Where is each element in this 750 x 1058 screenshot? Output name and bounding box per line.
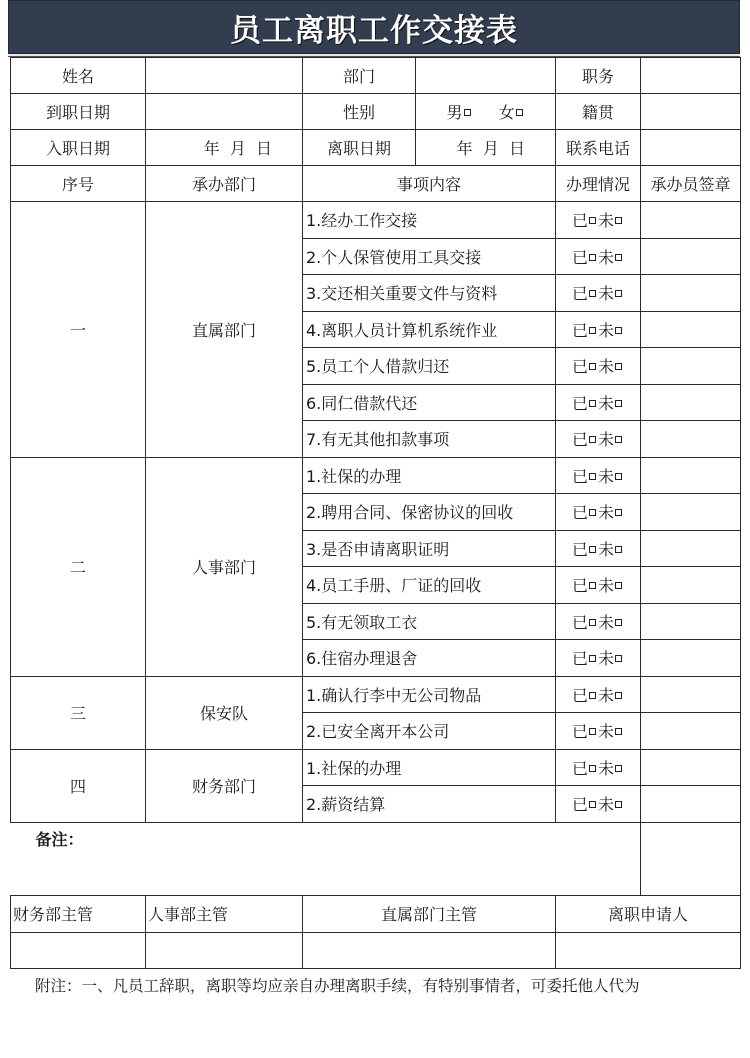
task-status xyxy=(556,494,641,531)
task-status xyxy=(556,275,641,312)
status-done-checkbox[interactable] xyxy=(589,217,596,224)
task-content: 1.确认行李中无公司物品 xyxy=(303,676,556,713)
task-signature[interactable] xyxy=(641,238,741,275)
status-done-label: 已 xyxy=(571,284,588,304)
status-not-done-checkbox[interactable] xyxy=(615,582,622,589)
task-content: 3.交还相关重要文件与资料 xyxy=(303,275,556,312)
status-done-label: 已 xyxy=(571,649,588,669)
status-done-label: 已 xyxy=(571,466,588,486)
status-not-done-checkbox[interactable] xyxy=(615,728,622,735)
sig-label-direct-manager: 直属部门主管 xyxy=(303,895,556,932)
group-number: 一 xyxy=(11,202,146,458)
status-done-label: 已 xyxy=(571,722,588,742)
status-not-done-checkbox[interactable] xyxy=(615,217,622,224)
task-signature[interactable] xyxy=(641,384,741,421)
status-not-done-label: 未 xyxy=(598,466,615,486)
status-done-checkbox[interactable] xyxy=(589,509,596,516)
status-not-done-label: 未 xyxy=(598,503,615,523)
group-department: 直属部门 xyxy=(146,202,303,458)
task-status xyxy=(556,457,641,494)
status-done-label: 已 xyxy=(571,758,588,778)
task-row xyxy=(11,202,741,239)
sig-field-applicant[interactable] xyxy=(556,932,741,968)
col-header-status: 办理情况 xyxy=(556,166,641,202)
label-leave-date: 离职日期 xyxy=(303,130,416,166)
task-status xyxy=(556,384,641,421)
footnote: 附注：一、凡员工辞职，离职等均应亲自办理离职手续，有特别事情者，可委托他人代为 xyxy=(35,977,640,995)
sig-field-direct-manager[interactable] xyxy=(303,932,556,968)
group-number: 四 xyxy=(11,749,146,822)
task-signature[interactable] xyxy=(641,603,741,640)
task-content: 6.同仁借款代还 xyxy=(303,384,556,421)
col-header-signature: 承办员签章 xyxy=(641,166,741,202)
group-department: 财务部门 xyxy=(146,749,303,822)
status-done-label: 已 xyxy=(571,320,588,340)
col-header-no: 序号 xyxy=(11,166,146,202)
task-status xyxy=(556,640,641,677)
task-content: 4.离职人员计算机系统作业 xyxy=(303,311,556,348)
info-row-name xyxy=(11,58,741,94)
label-name: 姓名 xyxy=(11,58,146,94)
status-not-done-checkbox[interactable] xyxy=(615,327,622,334)
status-not-done-checkbox[interactable] xyxy=(615,619,622,626)
status-not-done-checkbox[interactable] xyxy=(615,400,622,407)
status-done-checkbox[interactable] xyxy=(589,290,596,297)
status-not-done-label: 未 xyxy=(598,393,615,413)
status-done-label: 已 xyxy=(571,576,588,596)
task-signature[interactable] xyxy=(641,457,741,494)
sig-label-applicant: 离职申请人 xyxy=(556,895,741,932)
status-not-done-label: 未 xyxy=(598,247,615,267)
task-status xyxy=(556,530,641,567)
sig-field-finance[interactable] xyxy=(11,932,146,968)
status-not-done-checkbox[interactable] xyxy=(615,473,622,480)
status-not-done-label: 未 xyxy=(598,795,615,815)
status-not-done-label: 未 xyxy=(598,320,615,340)
status-done-checkbox[interactable] xyxy=(589,327,596,334)
page-title: 员工离职工作交接表 xyxy=(230,12,518,49)
status-not-done-checkbox[interactable] xyxy=(615,363,622,370)
status-not-done-label: 未 xyxy=(598,284,615,304)
remarks-row xyxy=(11,822,741,895)
task-status xyxy=(556,567,641,604)
task-content: 2.聘用合同、保密协议的回收 xyxy=(303,494,556,531)
task-status xyxy=(556,676,641,713)
task-content: 5.员工个人借款归还 xyxy=(303,348,556,385)
col-header-dept: 承办部门 xyxy=(146,166,303,202)
status-not-done-label: 未 xyxy=(598,758,615,778)
status-not-done-label: 未 xyxy=(598,357,615,377)
status-done-checkbox[interactable] xyxy=(589,473,596,480)
label-department: 部门 xyxy=(303,58,416,94)
task-signature[interactable] xyxy=(641,676,741,713)
handover-form-table xyxy=(10,57,741,969)
status-done-checkbox[interactable] xyxy=(589,582,596,589)
task-content: 1.社保的办理 xyxy=(303,457,556,494)
status-done-label: 已 xyxy=(571,795,588,815)
task-status xyxy=(556,348,641,385)
task-status xyxy=(556,311,641,348)
label-phone: 联系电话 xyxy=(556,130,641,166)
task-signature[interactable] xyxy=(641,202,741,239)
status-not-done-label: 未 xyxy=(598,685,615,705)
task-signature[interactable] xyxy=(641,749,741,786)
task-row xyxy=(11,749,741,786)
status-done-checkbox[interactable] xyxy=(589,765,596,772)
task-status xyxy=(556,202,641,239)
task-signature[interactable] xyxy=(641,786,741,823)
field-leave-date[interactable]: 年 月 日 xyxy=(416,130,556,166)
field-phone[interactable] xyxy=(641,130,741,166)
task-content: 6.住宿办理退舍 xyxy=(303,640,556,677)
status-not-done-checkbox[interactable] xyxy=(615,692,622,699)
status-not-done-label: 未 xyxy=(598,649,615,669)
task-status xyxy=(556,786,641,823)
col-header-content: 事项内容 xyxy=(303,166,556,202)
task-signature[interactable] xyxy=(641,421,741,458)
task-content: 5.有无领取工衣 xyxy=(303,603,556,640)
status-done-checkbox[interactable] xyxy=(589,801,596,808)
gender-male-label: 男 xyxy=(446,103,463,122)
task-row xyxy=(11,457,741,494)
label-native-place: 籍贯 xyxy=(556,94,641,130)
task-content: 1.社保的办理 xyxy=(303,749,556,786)
status-not-done-label: 未 xyxy=(598,722,615,742)
status-not-done-checkbox[interactable] xyxy=(615,290,622,297)
label-gender: 性别 xyxy=(303,94,416,130)
gender-female-label: 女 xyxy=(498,103,515,122)
label-position: 职务 xyxy=(556,58,641,94)
remarks-signature-cell[interactable] xyxy=(641,822,741,895)
task-content: 4.员工手册、厂证的回收 xyxy=(303,567,556,604)
status-not-done-checkbox[interactable] xyxy=(615,765,622,772)
label-entry-date: 入职日期 xyxy=(11,130,146,166)
field-entry-date[interactable]: 年 月 日 xyxy=(146,130,303,166)
status-not-done-checkbox[interactable] xyxy=(615,801,622,808)
task-status xyxy=(556,603,641,640)
status-done-checkbox[interactable] xyxy=(589,619,596,626)
title-banner xyxy=(8,0,740,54)
status-done-checkbox[interactable] xyxy=(589,728,596,735)
status-done-checkbox[interactable] xyxy=(589,254,596,261)
group-department: 人事部门 xyxy=(146,457,303,676)
status-not-done-label: 未 xyxy=(598,430,615,450)
status-done-checkbox[interactable] xyxy=(589,400,596,407)
task-content: 2.个人保管使用工具交接 xyxy=(303,238,556,275)
status-not-done-checkbox[interactable] xyxy=(615,655,622,662)
remarks-label: 备注： xyxy=(11,822,641,895)
column-header-row xyxy=(11,166,741,202)
task-content: 7.有无其他扣款事项 xyxy=(303,421,556,458)
status-done-label: 已 xyxy=(571,685,588,705)
task-signature[interactable] xyxy=(641,494,741,531)
status-not-done-label: 未 xyxy=(598,576,615,596)
field-arrival-date[interactable] xyxy=(146,94,303,130)
status-not-done-label: 未 xyxy=(598,539,615,559)
task-signature[interactable] xyxy=(641,713,741,750)
status-done-label: 已 xyxy=(571,612,588,632)
status-not-done-checkbox[interactable] xyxy=(615,436,622,443)
task-row xyxy=(11,676,741,713)
group-department: 保安队 xyxy=(146,676,303,749)
group-number: 二 xyxy=(11,457,146,676)
task-status xyxy=(556,238,641,275)
task-signature[interactable] xyxy=(641,348,741,385)
sig-label-finance: 财务部主管 xyxy=(11,895,146,932)
task-signature[interactable] xyxy=(641,275,741,312)
status-not-done-checkbox[interactable] xyxy=(615,254,622,261)
task-signature[interactable] xyxy=(641,530,741,567)
status-done-checkbox[interactable] xyxy=(589,546,596,553)
status-not-done-label: 未 xyxy=(598,211,615,231)
signature-field-row xyxy=(11,932,741,968)
status-not-done-label: 未 xyxy=(598,612,615,632)
field-position[interactable] xyxy=(641,58,741,94)
gender-male-checkbox[interactable] xyxy=(464,109,471,116)
task-status xyxy=(556,421,641,458)
info-row-arrival xyxy=(11,94,741,130)
task-content: 2.薪资结算 xyxy=(303,786,556,823)
field-name[interactable] xyxy=(146,58,303,94)
task-signature[interactable] xyxy=(641,640,741,677)
status-done-label: 已 xyxy=(571,393,588,413)
task-signature[interactable] xyxy=(641,311,741,348)
task-content: 2.已安全离开本公司 xyxy=(303,713,556,750)
group-number: 三 xyxy=(11,676,146,749)
status-done-label: 已 xyxy=(571,247,588,267)
gender-female-checkbox[interactable] xyxy=(516,109,523,116)
status-done-label: 已 xyxy=(571,211,588,231)
task-content: 1.经办工作交接 xyxy=(303,202,556,239)
status-done-label: 已 xyxy=(571,430,588,450)
status-done-label: 已 xyxy=(571,503,588,523)
status-done-checkbox[interactable] xyxy=(589,436,596,443)
task-status xyxy=(556,749,641,786)
field-native-place[interactable] xyxy=(641,94,741,130)
info-row-dates xyxy=(11,130,741,166)
task-status xyxy=(556,713,641,750)
field-department[interactable] xyxy=(416,58,556,94)
task-content: 3.是否申请离职证明 xyxy=(303,530,556,567)
status-not-done-checkbox[interactable] xyxy=(615,509,622,516)
status-done-label: 已 xyxy=(571,539,588,559)
status-done-label: 已 xyxy=(571,357,588,377)
signature-header-row xyxy=(11,895,741,932)
status-not-done-checkbox[interactable] xyxy=(615,546,622,553)
sig-field-hr[interactable] xyxy=(146,932,303,968)
field-gender[interactable] xyxy=(416,94,556,130)
sig-label-hr: 人事部主管 xyxy=(146,895,303,932)
label-arrival-date: 到职日期 xyxy=(11,94,146,130)
task-signature[interactable] xyxy=(641,567,741,604)
status-done-checkbox[interactable] xyxy=(589,655,596,662)
status-done-checkbox[interactable] xyxy=(589,692,596,699)
status-done-checkbox[interactable] xyxy=(589,363,596,370)
